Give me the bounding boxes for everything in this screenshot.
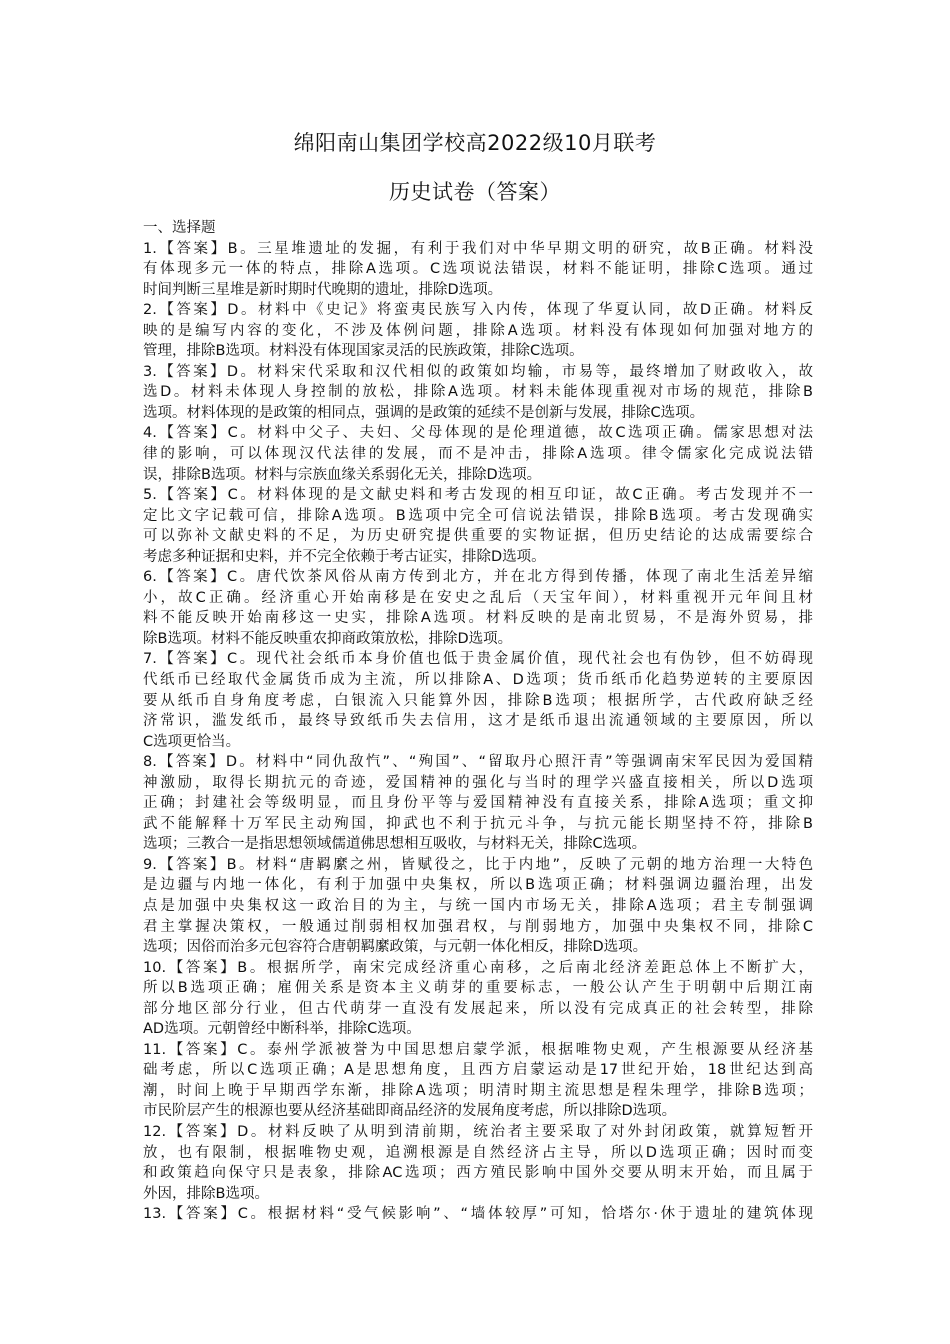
answer-line: 小，故C正确。经济重心开始南移是在安史之乱后（天宝年间），材料重视开元年间且材 [143,589,813,606]
answer-line: 代纸币已经取代金属货币成为主流，所以排除A、D选项；货币纸币化趋势逆转的主要原因 [143,671,813,688]
answer-line: 有体现多元一体的特点，排除A选项。C选项说法错误，材料不能证明，排除C选项。通过 [143,261,813,278]
answer-item [143,752,813,855]
answer-line: 13.【答案】C。根据材料“受气候影响”、“墙体较厚”可知，恰塔尔·休于遗址的建筑体现 [143,1206,813,1223]
answer-line: 7.【答案】C。现代社会纸币本身价值也低于贵金属价值，现代社会也有伪钞，但不妨碍现 [143,651,813,668]
answer-line: 选项；三教合一是指思想领域儒道佛思想相互吸收，与材料无关，排除C选项。 [143,836,647,853]
answer-item [143,423,813,485]
document-subtitle: 历史试卷（答案） [389,180,561,204]
answer-item [143,855,813,958]
answer-line: 和政策趋向保守只是表象，排除AC选项；西方殖民影响中国外交要从明末开始，而且属于 [143,1165,813,1182]
answer-line: 君主掌握决策权，一般通过削弱相权加强君权，与削弱地方，加强中央集权不同，排除C [143,918,813,935]
answer-line: 所以B选项正确；雇佣关系是资本主义萌芽的重要标志，一般公认产生于明朝中后期江南 [143,980,813,997]
answer-item [143,649,813,752]
answer-line: 定比文字记载可信，排除A选项。B选项中完全可信说法错误，排除B选项。考古发现确实 [143,507,813,524]
answer-line: 选D。材料未体现人身控制的放松，排除A选项。材料未能体现重视对市场的规范，排除B [143,384,813,401]
answer-line: 济常识，滥发纸币，最终导致纸币失去信用，这才是纸币退出流通领域的主要原因，所以 [143,713,813,730]
answer-line: 误，排除B选项。材料与宗族血缘关系弱化无关，排除D选项。 [143,466,542,483]
document-title: 绵阳南山集团学校高2022级10月联考 [293,131,657,155]
answer-line: 点是加强中央集权这一政治目的为主，与统一国内市场无关，排除A选项；君主专制强调 [143,898,813,914]
answer-line: 料不能反映开始南移这一史实，排除A选项。材料反映的是南北贸易，不是海外贸易，排 [143,610,813,627]
answer-line: 时间判断三星堆是新时期时代晚期的遗址，排除D选项。 [143,281,503,298]
answer-line: 选项。材料体现的是政策的相同点，强调的是政策的延续不是创新与发展，排除C选项。 [143,404,705,421]
answer-list [143,239,813,1225]
answer-item [143,958,813,1040]
answer-item [143,239,813,301]
answer-line: 可以弥补文献史料的不足，为历史研究提供重要的实物证据，但历史结论的达成需要综合 [143,528,813,545]
answer-item [143,1040,813,1122]
answer-line: 是边疆与内地一体化，有利于加强中央集权，所以B选项正确；材料强调边疆治理，出发 [143,877,813,894]
answer-item [143,362,813,424]
answer-line: 6.【答案】C。唐代饮茶风俗从南方传到北方，并在北方得到传播，体现了南北生活差异缩 [143,569,813,586]
answer-line: 1.【答案】B。三星堆遗址的发掘，有利于我们对中华早期文明的研究，故B正确。材料没 [143,240,813,257]
answer-line: 要从纸币自身角度考虑，白银流入只能算外因，排除B选项；根据所学，古代政府缺乏经 [143,692,813,709]
answer-item [143,567,813,649]
answer-line: 管理，排除B选项。材料没有体现国家灵活的民族政策，排除C选项。 [143,343,584,360]
answer-line: 12.【答案】D。材料反映了从明到清前期，统治者主要采取了对外封闭政策，就算短暂开 [143,1124,813,1141]
answer-line: 11.【答案】C。泰州学派被誉为中国思想启蒙学派，根据唯物史观，产生根源要从经济基 [143,1041,813,1058]
answer-item [143,1204,813,1225]
answer-item [143,1122,813,1204]
answer-line: 2.【答案】D。材料中《史记》将蛮夷民族写入内传，体现了华夏认同，故D正确。材料反 [143,302,813,319]
answer-line: 武不能解释十万军民主动殉国，抑武也不利于抗元斗争，与抗元能长期坚持不符，排除B [143,815,813,832]
answer-line: 外因，排除B选项。 [143,1185,269,1202]
answer-line: 律的影响，可以体现汉代法律的发展，而不是冲击，排除A选项。律令儒家化完成说法错 [143,445,813,462]
answer-item [143,300,813,362]
answer-line: 9.【答案】B。材料“唐羁縻之州，皆赋役之，比于内地”，反映了元朝的地方治理一大特色 [143,856,813,873]
answer-line: 选项；因俗而治多元包容符合唐朝羁縻政策，与元朝一体化相反，排除D选项。 [143,939,648,956]
answer-line: 潮，时间上晚于早期西学东渐，排除A选项；明清时期主流思想是程朱理学，排除B选项； [143,1082,813,1099]
answer-line: 放，也有限制，根据唯物史观，追溯根源是自然经济占主导，所以D选项正确；因时而变 [143,1144,813,1161]
answer-line: 4.【答案】C。材料中父子、夫妇、父母体现的是伦理道德，故C选项正确。儒家思想对法 [143,425,813,442]
answer-item [143,485,813,567]
answer-line: 部分地区部分行业，但古代萌芽一直没有发展起来，所以没有完成真正的社会转型，排除 [143,1000,813,1017]
document-body [143,218,813,1225]
answer-line: C选项更恰当。 [143,733,241,750]
answer-line: 映的是编写内容的变化，不涉及体例问题，排除A选项。材料没有体现如何加强对地方的 [143,322,813,339]
answer-line: 考虑多种证据和史料，并不完全依赖于考古证实，排除D选项。 [143,548,546,565]
answer-line: 神激励，取得长期抗元的奇迹，爱国精神的强化与当时的理学兴盛直接相关，所以D选项 [143,774,813,791]
answer-line: 除B选项。材料不能反映重农抑商政策放松，排除D选项。 [143,630,513,647]
answer-line: 10.【答案】B。根据所学，南宋完成经济重心南移，之后南北经济差距总体上不断扩大， [143,959,813,976]
section-heading: 一、选择题 [143,220,216,236]
answer-line: 8.【答案】D。材料中“同仇敌忾”、“殉国”、“留取丹心照汗青”等强调南宋军民因为爱国精 [143,754,813,771]
answer-line: 础考虑，所以C选项正确；A是思想角度，且西方启蒙运动是17世纪开始，18世纪达到高 [143,1062,813,1079]
answer-line: 正确；封建社会等级明显，而且身份平等与爱国精神没有直接关系，排除A选项；重文抑 [143,795,813,812]
answer-line: AD选项。元朝曾经中断科举，排除C选项。 [143,1021,421,1038]
answer-line: 5.【答案】C。材料体现的是文献史料和考古发现的相互印证，故C正确。考古发现并不一 [143,487,813,504]
answer-line: 3.【答案】D。材料宋代采取和汉代相似的政策如均输，市易等，最终增加了财政收入，故 [143,363,813,380]
answer-line: 市民阶层产生的根源也要从经济基础即商品经济的发展角度考虑，所以排除D选项。 [143,1103,677,1120]
